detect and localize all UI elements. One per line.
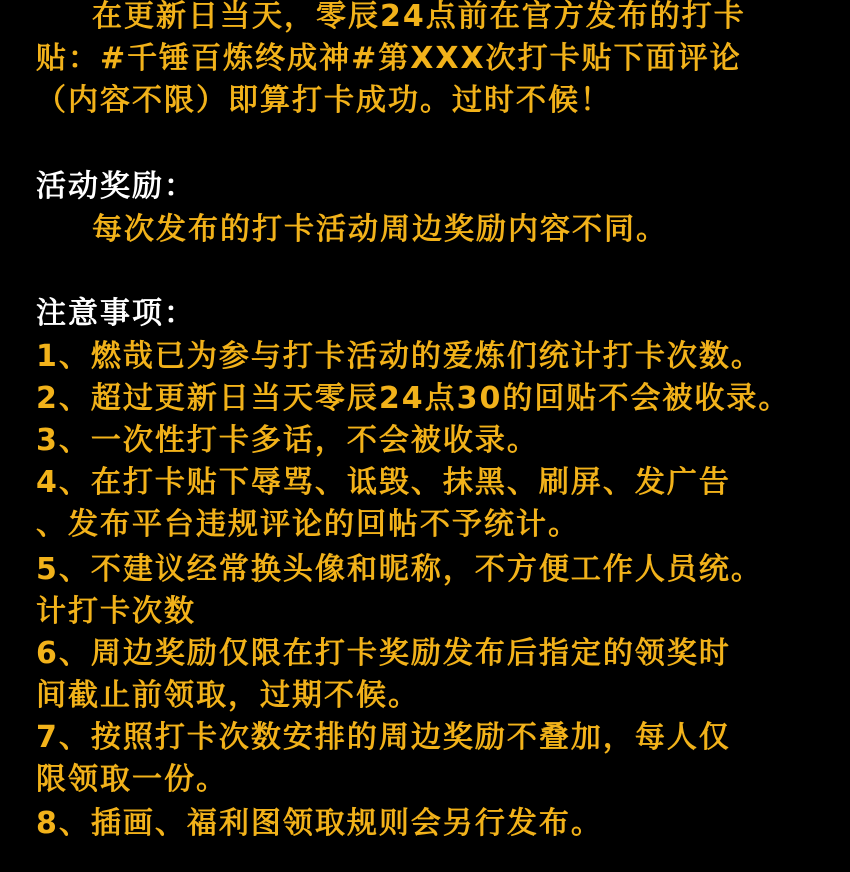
rewards-heading: 活动奖励： — [36, 169, 196, 204]
note-line: 4、在打卡贴下辱骂、诋毁、抹黑、刷屏、发广告 — [36, 465, 731, 500]
note-line: 2、超过更新日当天零辰24点30的回贴不会被收录。 — [36, 381, 791, 416]
notes-heading: 注意事项： — [36, 296, 196, 331]
note-line: 计打卡次数 — [36, 594, 196, 629]
intro-line-3: （内容不限）即算打卡成功。过时不候！ — [36, 83, 612, 118]
rewards-text: 每次发布的打卡活动周边奖励内容不同。 — [92, 212, 668, 247]
intro-line-2: 贴：#千锤百炼终成神#第XXX次打卡贴下面评论 — [36, 41, 742, 76]
note-line: 3、一次性打卡多话，不会被收录。 — [36, 423, 539, 458]
note-line: 1、燃哉已为参与打卡活动的爱炼们统计打卡次数。 — [36, 339, 763, 374]
note-line: 5、不建议经常换头像和昵称，不方便工作人员统。 — [36, 552, 763, 587]
note-line: 间截止前领取，过期不候。 — [36, 678, 420, 713]
note-line: 8、插画、福利图领取规则会另行发布。 — [36, 806, 603, 841]
note-line: 、发布平台违规评论的回帖不予统计。 — [36, 507, 580, 542]
intro-line-1: 在更新日当天，零辰24点前在官方发布的打卡 — [92, 0, 746, 34]
note-line: 6、周边奖励仅限在打卡奖励发布后指定的领奖时 — [36, 636, 731, 671]
note-line: 限领取一份。 — [36, 762, 228, 797]
note-line: 7、按照打卡次数安排的周边奖励不叠加，每人仅 — [36, 720, 731, 755]
